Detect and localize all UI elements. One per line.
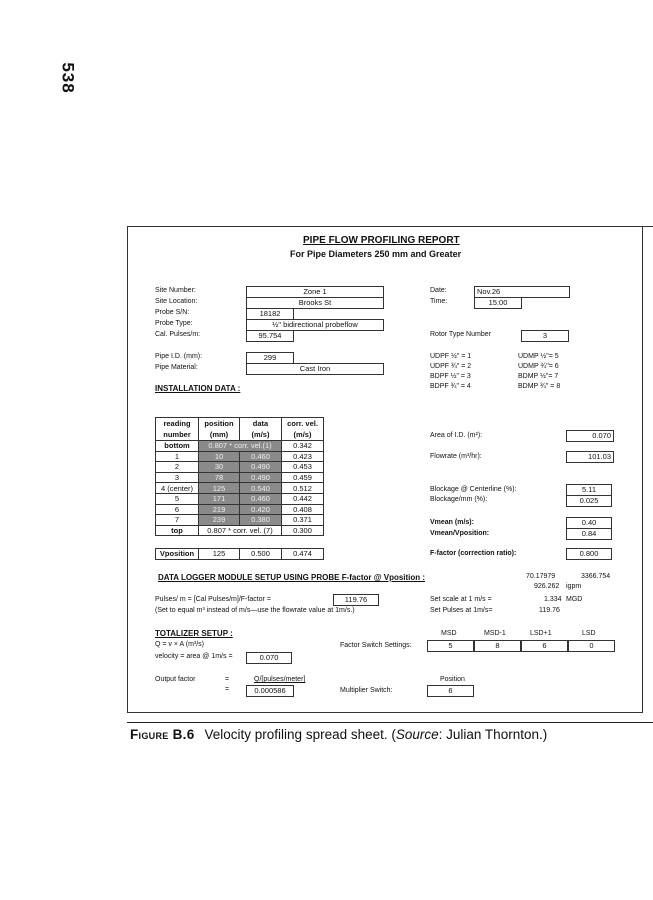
page-number: 538: [58, 62, 78, 94]
position-cell[interactable]: 125: [199, 483, 240, 494]
reading-cell: 2: [156, 462, 199, 473]
logger-num1: 70.17979: [526, 573, 556, 580]
blockage-mm-field: 0.025: [566, 495, 612, 507]
probe-type-label: Probe Type:: [155, 320, 193, 327]
date-label: Date:: [430, 287, 447, 294]
probe-type-field[interactable]: ½" bidirectional probeflow: [246, 319, 384, 331]
switch-lsd[interactable]: 0: [568, 640, 615, 652]
corr-vel-cell: 0.371: [282, 515, 324, 526]
data-cell[interactable]: 0.490: [240, 472, 282, 483]
data-cell[interactable]: 0.460: [240, 493, 282, 504]
vmean-label: Vmean (m/s):: [430, 519, 474, 526]
col-header-unit: (m/s): [282, 429, 324, 441]
switch-label: Factor Switch Settings:: [340, 642, 412, 649]
position-cell: 125: [199, 549, 240, 560]
vmean-field: 0.40: [566, 517, 612, 529]
output-formula: Q/[pulses/meter]: [254, 676, 306, 683]
formula-cell: 0.807 * corr. vel. (7): [199, 525, 282, 536]
flowrate-field: 101.03: [566, 451, 614, 463]
col-header: corr. vel.: [282, 418, 324, 430]
table-row: [156, 515, 324, 526]
scale-value: 1.334: [544, 596, 562, 603]
col-header: reading: [156, 418, 199, 430]
time-label: Time:: [430, 298, 448, 305]
corr-vel-cell: 0.442: [282, 493, 324, 504]
corr-vel-cell: 0.408: [282, 504, 324, 515]
logger-num3: 926.262: [534, 583, 560, 590]
reading-cell: 1: [156, 451, 199, 462]
scale-label: Set scale at 1 m/s =: [430, 596, 492, 603]
reading-cell: 6: [156, 504, 199, 515]
rotor-code: BDMP ½"= 7: [518, 373, 559, 380]
logger-num3-unit: igpm: [566, 583, 582, 590]
rotor-code: UDPF ¾" = 2: [430, 363, 472, 370]
reading-cell: 3: [156, 472, 199, 483]
pipe-id-label: Pipe I.D. (mm):: [155, 353, 203, 360]
vmean-ratio-field: 0.84: [566, 528, 612, 540]
col-header-unit: number: [156, 429, 199, 441]
row-label: Vposition: [156, 549, 199, 560]
caption-source: Source: [395, 727, 439, 742]
corr-vel-cell: 0.453: [282, 462, 324, 473]
report-subtitle: For Pipe Diameters 250 mm and Greater: [290, 249, 462, 259]
multiplier-label: Multiplier Switch:: [340, 687, 393, 694]
position-label: Position: [440, 676, 465, 683]
position-cell[interactable]: 78: [199, 472, 240, 483]
pipe-material-label: Pipe Material:: [155, 364, 198, 371]
position-cell[interactable]: 171: [199, 493, 240, 504]
table-row: [156, 525, 324, 536]
adjacent-frame-edge: [641, 226, 653, 712]
corr-vel-cell: 0.342: [282, 441, 324, 452]
cal-pulses-label: Cal. Pulses/m:: [155, 331, 201, 338]
figure-caption: [130, 727, 547, 742]
col-header-unit: (mm): [199, 429, 240, 441]
set-pulses-label: Set Pulses at 1m/s=: [430, 607, 493, 614]
rotor-label: Rotor Type Number: [430, 331, 491, 338]
installation-table: [155, 417, 324, 536]
vposition-table: [155, 548, 324, 560]
date-field[interactable]: Nov.26: [474, 286, 570, 298]
totalizer-formula: Q = v × A (m³/s): [155, 641, 205, 648]
corr-vel-cell: 0.459: [282, 472, 324, 483]
data-cell[interactable]: 0.540: [240, 483, 282, 494]
col-header: position: [199, 418, 240, 430]
table-row: [156, 504, 324, 515]
output-field: 0.000586: [246, 685, 294, 697]
area-label: Area of I.D. (m²):: [430, 432, 483, 439]
caption-text: Velocity profiling spread sheet. (: [204, 727, 396, 742]
corr-vel-cell: 0.300: [282, 525, 324, 536]
table-row: [156, 472, 324, 483]
installation-heading: INSTALLATION DATA :: [155, 384, 241, 393]
col-header: data: [240, 418, 282, 430]
blockage-mm-label: Blockage/mm (%):: [430, 496, 488, 503]
switch-header: MSD: [441, 630, 457, 637]
data-cell[interactable]: 0.420: [240, 504, 282, 515]
table-row: [156, 493, 324, 504]
corr-vel-cell: 0.512: [282, 483, 324, 494]
switch-lsd-1[interactable]: 6: [521, 640, 568, 652]
rotor-code: UDMP ¾"= 6: [518, 363, 559, 370]
rotor-code: UDMP ½"= 5: [518, 353, 559, 360]
corr-vel-cell: 0.423: [282, 451, 324, 462]
row-label: bottom: [156, 441, 199, 452]
logger-heading: DATA LOGGER MODULE SETUP USING PROBE F-factor @ Vposition :: [158, 573, 426, 582]
scale-unit: MGD: [566, 596, 583, 603]
rotor-field[interactable]: 3: [521, 330, 569, 342]
reading-cell: 7: [156, 515, 199, 526]
data-cell[interactable]: 0.460: [240, 451, 282, 462]
site-number-label: Site Number:: [155, 287, 196, 294]
rotor-code: BDPF ½" = 3: [430, 373, 471, 380]
pipe-id-field[interactable]: 299: [246, 352, 294, 364]
cal-pulses-field[interactable]: 95.754: [246, 330, 294, 342]
row-label: top: [156, 525, 199, 536]
switch-header: LSD+1: [530, 630, 552, 637]
formula-cell: 0.807 * corr. vel.(1): [199, 441, 282, 452]
site-location-field[interactable]: Brooks St: [246, 297, 384, 309]
pipe-material-field[interactable]: Cast Iron: [246, 363, 384, 375]
output-label: Output factor: [155, 676, 196, 683]
caption-source-rest: : Julian Thornton.): [438, 727, 548, 742]
probe-sn-field[interactable]: 18182: [246, 308, 294, 320]
rotor-code: BDPF ¾" = 4: [430, 383, 471, 390]
report-title: PIPE FLOW PROFILING REPORT: [303, 235, 460, 246]
multiplier-field[interactable]: 6: [427, 685, 474, 697]
rotor-code: BDMP ¾" = 8: [518, 383, 561, 390]
caption-rule: [127, 722, 653, 723]
figure-label: Figure B.6: [130, 727, 195, 742]
pulses-field: 119.76: [333, 594, 379, 606]
table-row: [156, 549, 324, 560]
site-number-field[interactable]: Zone 1: [246, 286, 384, 298]
area-field: 0.070: [566, 430, 614, 442]
table-row: [156, 451, 324, 462]
flowrate-label: Flowrate (m³/hr):: [430, 453, 482, 460]
output-eq: =: [225, 676, 230, 683]
velocity-field: 0.070: [246, 652, 292, 664]
time-field[interactable]: 15:00: [474, 297, 522, 309]
col-header-unit: (m/s): [240, 429, 282, 441]
ffactor-label: F-factor (correction ratio):: [430, 550, 517, 557]
velocity-label: velocity = area @ 1m/s =: [155, 653, 233, 660]
switch-header: MSD-1: [484, 630, 506, 637]
position-cell[interactable]: 10: [199, 451, 240, 462]
position-cell[interactable]: 219: [199, 504, 240, 515]
table-row: [156, 483, 324, 494]
rotor-code: UDPF ½" = 1: [430, 353, 472, 360]
switch-header: LSD: [582, 630, 596, 637]
table-row: [156, 441, 324, 452]
set-pulses-value: 119.76: [539, 607, 560, 614]
blockage-label: Blockage @ Centerline (%):: [430, 486, 517, 493]
reading-cell: 4 (center): [156, 483, 199, 494]
pulses-formula: Pulses/ m = [Cal Pulses/m]/F-factor =: [155, 596, 271, 603]
ffactor-field: 0.800: [566, 548, 612, 560]
blockage-field: 5.11: [566, 484, 612, 496]
position-cell[interactable]: 30: [199, 462, 240, 473]
totalizer-heading: TOTALIZER SETUP :: [155, 629, 233, 638]
data-cell[interactable]: 0.490: [240, 462, 282, 473]
data-cell: 0.500: [240, 549, 282, 560]
site-location-label: Site Location:: [155, 298, 198, 305]
corr-vel-cell: 0.474: [282, 549, 324, 560]
switch-msd[interactable]: 5: [427, 640, 474, 652]
probe-sn-label: Probe S/N:: [155, 309, 190, 316]
vmean-ratio-label: Vmean/Vposition:: [430, 530, 490, 537]
logger-note: (Set to equal m³ instead of m/s—use the flowrate value at 1m/s.): [155, 607, 355, 614]
position-cell[interactable]: 239: [199, 515, 240, 526]
logger-num2: 3366.754: [581, 573, 611, 580]
reading-cell: 5: [156, 493, 199, 504]
table-row: [156, 462, 324, 473]
switch-msd-1[interactable]: 8: [474, 640, 521, 652]
output-eq2: =: [225, 686, 230, 693]
data-cell[interactable]: 0.380: [240, 515, 282, 526]
